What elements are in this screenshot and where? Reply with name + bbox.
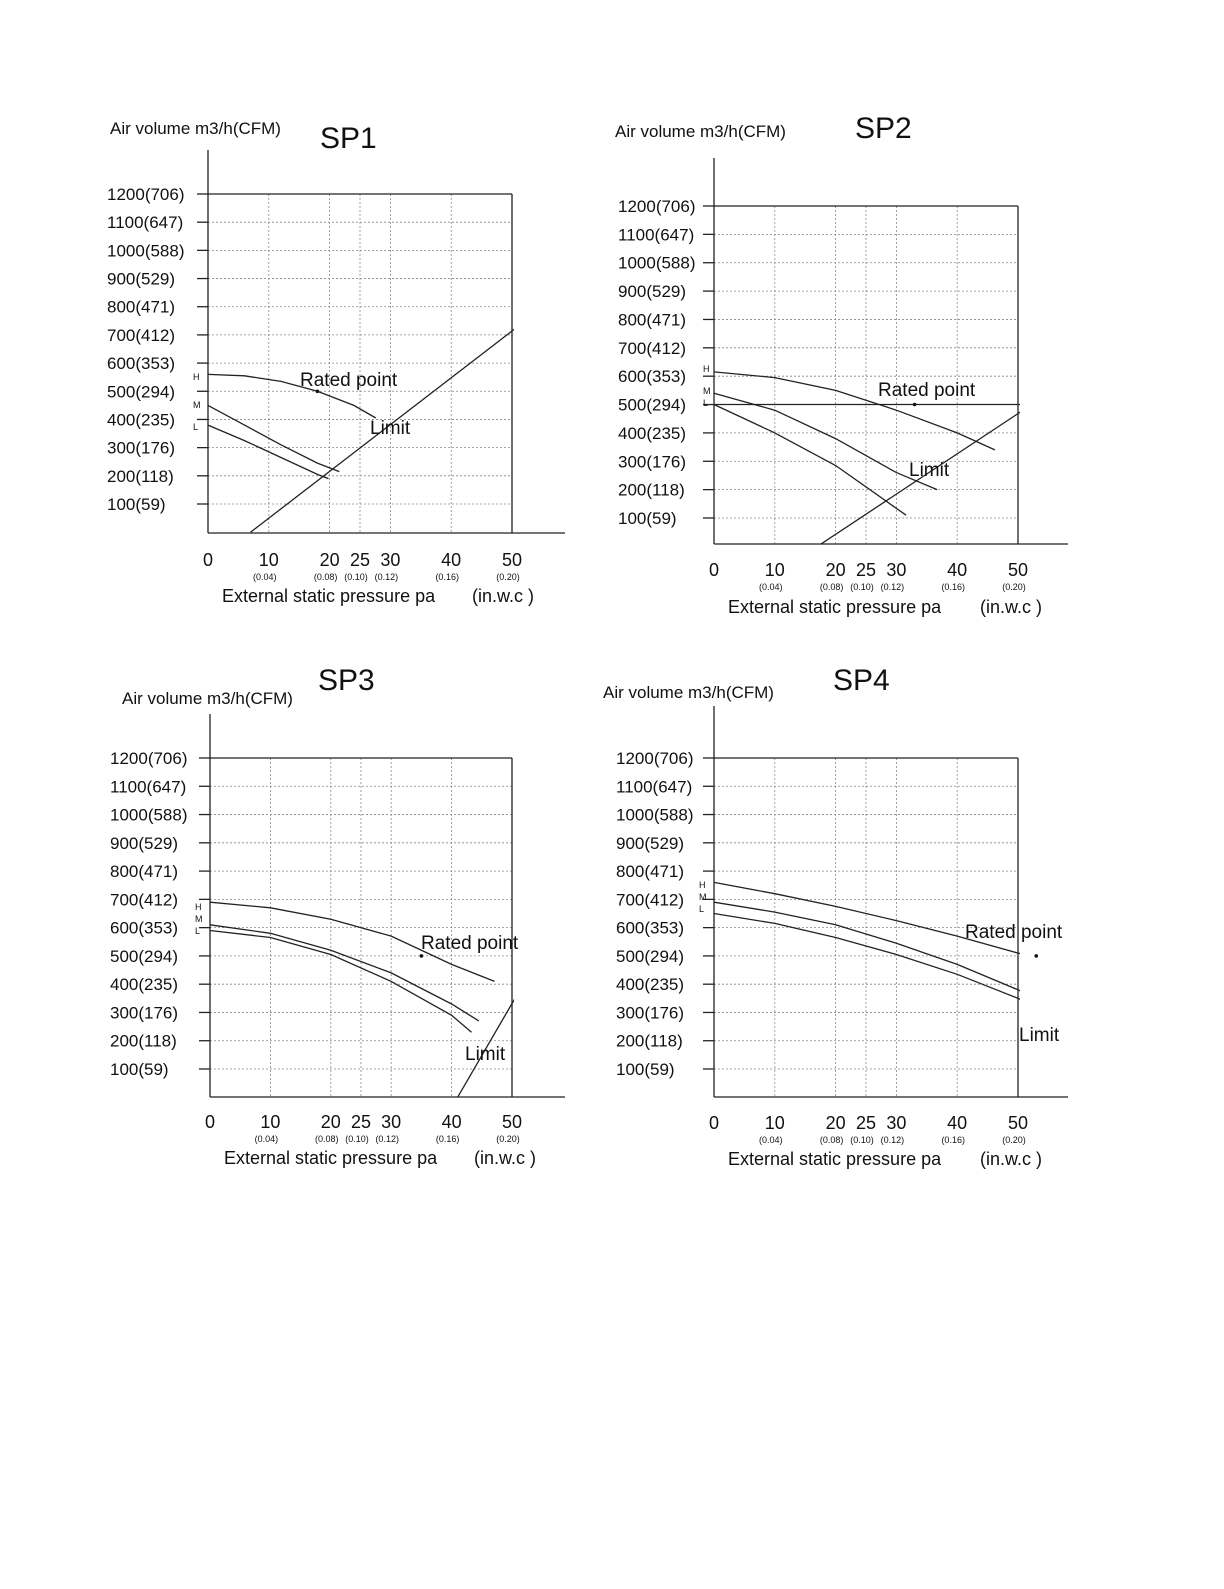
y-tick-label: 400(235) bbox=[110, 975, 179, 995]
y-tick-label: 500(294) bbox=[110, 946, 179, 966]
x-tick-label: 10 bbox=[764, 1113, 785, 1133]
series-l-marker: L bbox=[703, 398, 709, 408]
series-l-marker: L bbox=[699, 904, 705, 914]
x-tick-label: 30 bbox=[886, 1113, 907, 1133]
y-tick-label: 700(412) bbox=[107, 325, 176, 345]
x-axis-title: External static pressure pa bbox=[224, 1148, 438, 1168]
series-l-marker: L bbox=[195, 926, 201, 936]
x-tick-sublabel: (0.10) bbox=[850, 1135, 874, 1145]
y-tick-label: 600(353) bbox=[110, 918, 179, 938]
y-tick-label: 300(176) bbox=[107, 438, 176, 458]
y-tick-label: 200(118) bbox=[616, 1031, 683, 1051]
y-tick-label: 100(59) bbox=[616, 1060, 675, 1079]
x-tick-label: 25 bbox=[349, 550, 371, 570]
y-tick-label: 1200(706) bbox=[616, 749, 694, 768]
y-tick-label: 500(294) bbox=[616, 946, 685, 966]
x-tick-label: 10 bbox=[260, 1112, 281, 1132]
x-tick-label: 40 bbox=[947, 1113, 968, 1133]
x-tick-sublabel: (0.16) bbox=[435, 1134, 460, 1144]
x-tick-sublabel: (0.04) bbox=[254, 1134, 279, 1144]
x-tick-sublabel: (0.10) bbox=[345, 1134, 369, 1144]
x-tick-sublabel: (0.16) bbox=[941, 1135, 965, 1145]
x-tick-label: 0 bbox=[708, 560, 720, 580]
x-tick-label: 30 bbox=[381, 1112, 402, 1132]
y-tick-label: 500(294) bbox=[107, 382, 176, 402]
y-tick-label: 100(59) bbox=[110, 1060, 169, 1079]
y-tick-label: 900(529) bbox=[107, 269, 176, 289]
rated-point-dot bbox=[1034, 954, 1038, 958]
y-tick-label: 1100(647) bbox=[107, 213, 184, 233]
y-tick-label: 700(412) bbox=[616, 890, 685, 910]
chart-title: SP1 bbox=[320, 122, 377, 155]
y-tick-label: 500(294) bbox=[618, 395, 687, 415]
x-tick-label: 30 bbox=[886, 560, 907, 580]
y-tick-label: 1100(647) bbox=[616, 777, 693, 797]
y-tick-label: 200(118) bbox=[618, 480, 685, 500]
limit-label: Limit bbox=[909, 460, 950, 481]
chart-sp4 bbox=[603, 664, 1079, 1169]
y-tick-label: 900(529) bbox=[618, 282, 687, 302]
y-tick-label: 1200(706) bbox=[110, 749, 188, 768]
x-tick-label: 20 bbox=[825, 1113, 846, 1133]
limit-line bbox=[251, 284, 573, 532]
y-tick-label: 100(59) bbox=[618, 509, 677, 528]
x-tick-label: 50 bbox=[1007, 1113, 1029, 1133]
x-axis-unit: (in.w.c ) bbox=[472, 586, 535, 606]
x-tick-sublabel: (0.12) bbox=[374, 572, 399, 582]
x-tick-sublabel: (0.16) bbox=[435, 572, 459, 582]
y-tick-label: 400(235) bbox=[616, 975, 685, 995]
limit-line bbox=[458, 899, 573, 1097]
x-tick-label: 10 bbox=[764, 560, 785, 580]
x-tick-label: 50 bbox=[501, 550, 523, 570]
x-tick-sublabel: (0.12) bbox=[880, 1135, 905, 1145]
series-m-marker: M bbox=[703, 386, 711, 396]
x-axis-unit: (in.w.c ) bbox=[980, 597, 1043, 617]
x-tick-sublabel: (0.04) bbox=[759, 582, 783, 592]
y-tick-label: 300(176) bbox=[616, 1003, 685, 1023]
x-tick-sublabel: (0.04) bbox=[759, 1135, 783, 1145]
series-l-line bbox=[714, 405, 906, 516]
y-tick-label: 600(353) bbox=[618, 367, 687, 387]
y-tick-label: 300(176) bbox=[110, 1003, 179, 1023]
y-tick-label: 200(118) bbox=[110, 1031, 177, 1051]
x-tick-label: 0 bbox=[204, 1112, 216, 1132]
x-axis-unit: (in.w.c ) bbox=[980, 1149, 1043, 1169]
chart-title: SP3 bbox=[318, 664, 375, 697]
x-tick-label: 0 bbox=[708, 1113, 720, 1133]
series-m-marker: M bbox=[195, 914, 203, 924]
series-m-line bbox=[208, 405, 339, 471]
series-m-marker: M bbox=[193, 400, 201, 410]
y-tick-label: 600(353) bbox=[107, 354, 176, 374]
y-axis-title: Air volume m3/h(CFM) bbox=[603, 683, 774, 702]
rated-point-label: Rated point bbox=[965, 922, 1063, 943]
y-tick-label: 800(471) bbox=[618, 310, 687, 330]
x-tick-sublabel: (0.20) bbox=[1002, 582, 1026, 592]
series-l-line bbox=[208, 425, 328, 479]
x-tick-sublabel: (0.20) bbox=[1002, 1135, 1026, 1145]
x-tick-label: 20 bbox=[825, 560, 846, 580]
x-tick-label: 25 bbox=[855, 1113, 877, 1133]
y-tick-label: 900(529) bbox=[616, 833, 685, 853]
series-m-marker: M bbox=[699, 892, 707, 902]
x-axis-title: External static pressure pa bbox=[222, 586, 436, 606]
x-tick-label: 50 bbox=[1007, 560, 1029, 580]
x-tick-sublabel: (0.08) bbox=[313, 572, 338, 582]
chart-sp2 bbox=[615, 112, 1079, 617]
x-tick-label: 10 bbox=[258, 550, 279, 570]
y-tick-label: 1200(706) bbox=[618, 197, 696, 216]
y-tick-label: 1000(588) bbox=[618, 253, 696, 273]
y-tick-label: 800(471) bbox=[110, 862, 179, 882]
limit-label: Limit bbox=[370, 418, 411, 439]
y-tick-label: 1000(588) bbox=[616, 805, 694, 825]
series-m-line bbox=[714, 393, 937, 489]
x-tick-sublabel: (0.20) bbox=[496, 1134, 520, 1144]
chart-sp1 bbox=[107, 119, 573, 606]
rated-point-label: Rated point bbox=[878, 380, 976, 401]
x-tick-label: 20 bbox=[320, 1112, 341, 1132]
x-tick-sublabel: (0.12) bbox=[375, 1134, 399, 1144]
y-tick-label: 1200(706) bbox=[107, 185, 185, 204]
x-tick-sublabel: (0.20) bbox=[496, 572, 520, 582]
x-tick-sublabel: (0.12) bbox=[880, 582, 905, 592]
y-tick-label: 800(471) bbox=[107, 297, 176, 317]
y-axis-title: Air volume m3/h(CFM) bbox=[615, 122, 786, 141]
y-tick-label: 1100(647) bbox=[618, 225, 695, 245]
x-axis-unit: (in.w.c ) bbox=[474, 1148, 537, 1168]
chart-title: SP2 bbox=[855, 112, 912, 145]
series-h-marker: H bbox=[699, 880, 706, 890]
x-tick-label: 40 bbox=[441, 550, 462, 570]
x-tick-label: 20 bbox=[319, 550, 340, 570]
x-tick-sublabel: (0.04) bbox=[253, 572, 277, 582]
x-tick-sublabel: (0.10) bbox=[850, 582, 874, 592]
x-tick-sublabel: (0.08) bbox=[819, 1135, 844, 1145]
x-tick-label: 40 bbox=[947, 560, 968, 580]
x-tick-label: 25 bbox=[855, 560, 877, 580]
y-axis-title: Air volume m3/h(CFM) bbox=[122, 689, 293, 708]
x-axis-title: External static pressure pa bbox=[728, 597, 942, 617]
y-tick-label: 400(235) bbox=[618, 423, 687, 443]
x-tick-sublabel: (0.10) bbox=[344, 572, 368, 582]
y-tick-label: 600(353) bbox=[616, 918, 685, 938]
limit-label: Limit bbox=[1019, 1025, 1060, 1046]
limit-label: Limit bbox=[465, 1044, 506, 1065]
y-axis-title: Air volume m3/h(CFM) bbox=[110, 119, 281, 138]
y-tick-label: 1100(647) bbox=[110, 777, 187, 797]
x-tick-sublabel: (0.08) bbox=[315, 1134, 339, 1144]
rated-point-label: Rated point bbox=[300, 370, 398, 391]
series-h-marker: H bbox=[193, 372, 200, 382]
y-tick-label: 1000(588) bbox=[110, 805, 188, 825]
x-tick-sublabel: (0.08) bbox=[819, 582, 844, 592]
series-h-marker: H bbox=[703, 364, 710, 374]
series-l-marker: L bbox=[193, 422, 199, 432]
y-tick-label: 200(118) bbox=[107, 466, 174, 486]
x-tick-label: 50 bbox=[501, 1112, 523, 1132]
x-tick-label: 40 bbox=[441, 1112, 462, 1132]
chart-sp3 bbox=[110, 664, 572, 1168]
chart-title: SP4 bbox=[833, 664, 890, 697]
y-tick-label: 900(529) bbox=[110, 833, 179, 853]
x-tick-label: 0 bbox=[202, 550, 214, 570]
x-tick-label: 25 bbox=[350, 1112, 372, 1132]
y-tick-label: 800(471) bbox=[616, 862, 685, 882]
y-tick-label: 100(59) bbox=[107, 495, 166, 514]
y-tick-label: 1000(588) bbox=[107, 241, 185, 261]
rated-point-dot bbox=[420, 954, 424, 958]
y-tick-label: 300(176) bbox=[618, 452, 687, 472]
y-tick-label: 400(235) bbox=[107, 410, 176, 430]
y-tick-label: 700(412) bbox=[110, 890, 179, 910]
x-axis-title: External static pressure pa bbox=[728, 1149, 942, 1169]
x-tick-sublabel: (0.16) bbox=[941, 582, 965, 592]
series-h-marker: H bbox=[195, 902, 202, 912]
y-tick-label: 700(412) bbox=[618, 338, 687, 358]
rated-point-dot bbox=[913, 403, 917, 407]
x-tick-label: 30 bbox=[380, 550, 401, 570]
rated-point-label: Rated point bbox=[421, 933, 519, 954]
